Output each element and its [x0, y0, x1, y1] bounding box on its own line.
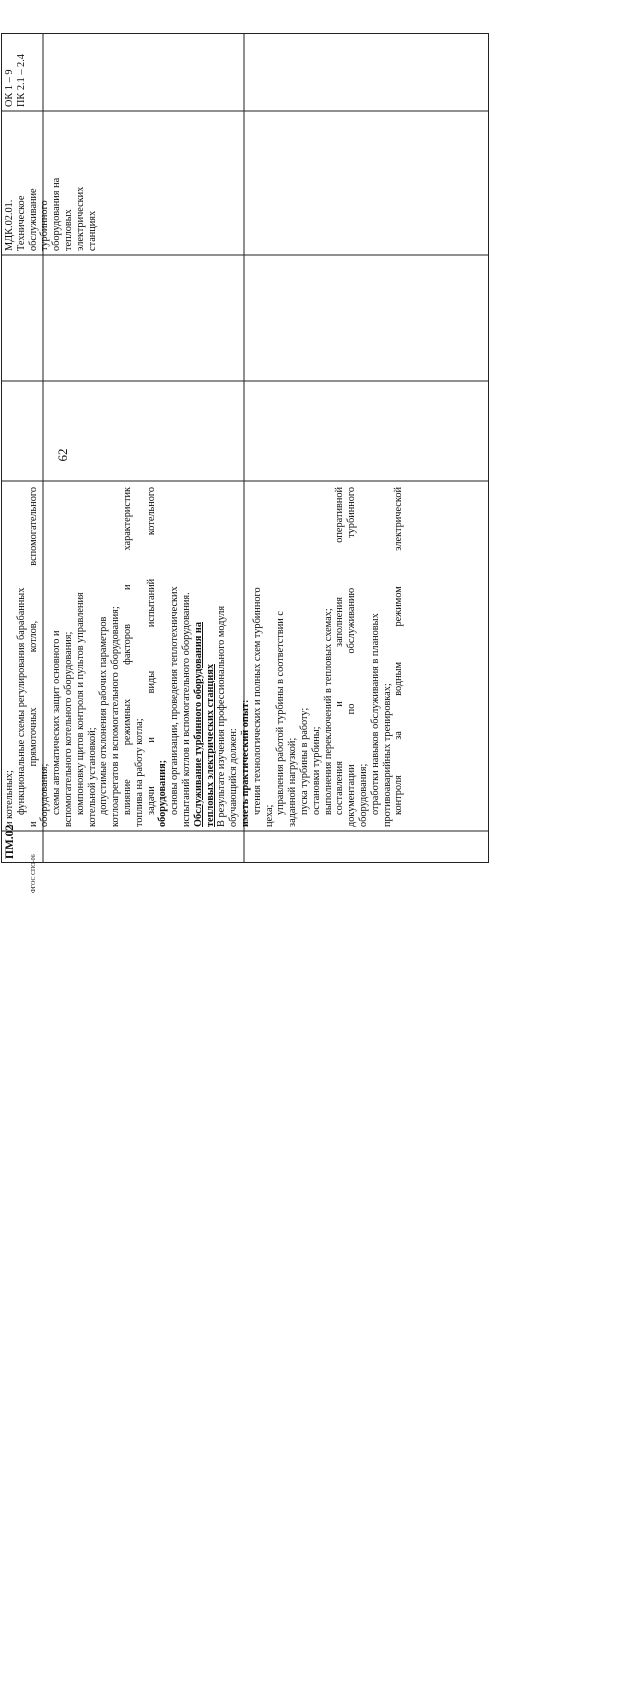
content-line: остановки турбины;: [310, 726, 322, 815]
content-line: Обслуживание турбинного оборудования на: [192, 622, 204, 827]
footer-code: ФГОС СПО-06: [31, 854, 37, 893]
content-line: и прямоточных котлов, вспомогательного: [27, 487, 39, 827]
mdk-line: обслуживание: [27, 188, 39, 251]
competency-line: ОК 1 – 9: [4, 69, 15, 107]
content-line: составления и заполнения оперативной: [334, 487, 346, 815]
content-line: функциональные схемы регулирования барабанных: [15, 587, 27, 815]
mdk-line: оборудования на: [51, 177, 63, 251]
content-line: документации по обслуживанию турбинного: [346, 487, 358, 827]
content-line: оборудования;: [157, 759, 169, 827]
content-line: основы организации, проведения теплотехнических: [169, 586, 181, 815]
content-line: обучающийся должен:: [228, 728, 240, 827]
content-line: оборудования;: [39, 763, 51, 827]
content-line: управления работой турбины в соответствии с: [275, 611, 287, 815]
content-line: вспомогательного котельного оборудования;: [62, 631, 74, 827]
competency-line: ПК 2.1 – 2.4: [15, 54, 27, 107]
content-line: компоновку щитов контроля и пультов управления: [74, 592, 86, 815]
content-line: тепловых электрических станциях: [204, 663, 216, 827]
content-line: задачи и виды испытаний котельного: [145, 487, 157, 815]
content-line: В результате изучения профессионального модуля: [216, 605, 228, 827]
content-line: и котельных;: [4, 770, 15, 827]
module-content: [4, 487, 405, 827]
content-line: заданной нагрузкой;: [287, 737, 299, 827]
content-line: испытаний котлов и вспомогательного оборудования.: [180, 592, 192, 827]
mdk-line: МДК.02.01.: [4, 199, 15, 251]
table-area: [1, 33, 489, 863]
mdk-cell: [4, 151, 98, 251]
content-line: котлоагрегатов и вспомогательного оборудования;: [110, 606, 122, 827]
module-code: ПМ.02: [4, 824, 16, 859]
content-line: контроля за водным режимом электрической: [393, 487, 405, 815]
content-line: иметь практический опыт:: [239, 699, 251, 827]
content-line: пуска турбины в работу;: [298, 707, 310, 815]
mdk-line: тепловых: [62, 209, 74, 251]
page-number: 62: [55, 448, 70, 462]
content-line: влияние режимных факторов и характеристик: [121, 487, 133, 815]
mdk-line: станциях: [86, 210, 98, 251]
mdk-line: Техническое: [15, 195, 27, 251]
content-line: чтения технологических и полных схем турбинного: [251, 587, 263, 815]
content-line: отработки навыков обслуживания в плановых: [369, 613, 381, 815]
content-line: топлива на работу котла;: [133, 718, 145, 827]
content-line: противоаварийных тренировках;: [381, 683, 393, 827]
content-line: котельной установкой;: [86, 727, 98, 827]
content-line: схемы автоматических защит основного и: [51, 630, 63, 815]
content-line: допустимые отклонения рабочих параметров: [98, 616, 110, 815]
mdk-line: турбинного: [39, 200, 51, 251]
competencies-cell: [4, 37, 28, 107]
content-line: выполнения переключений в тепловых схемах;: [322, 608, 334, 815]
content-line: цеха;: [263, 804, 275, 827]
mdk-line: электрических: [74, 186, 86, 251]
content-line: оборудования;: [357, 763, 369, 827]
